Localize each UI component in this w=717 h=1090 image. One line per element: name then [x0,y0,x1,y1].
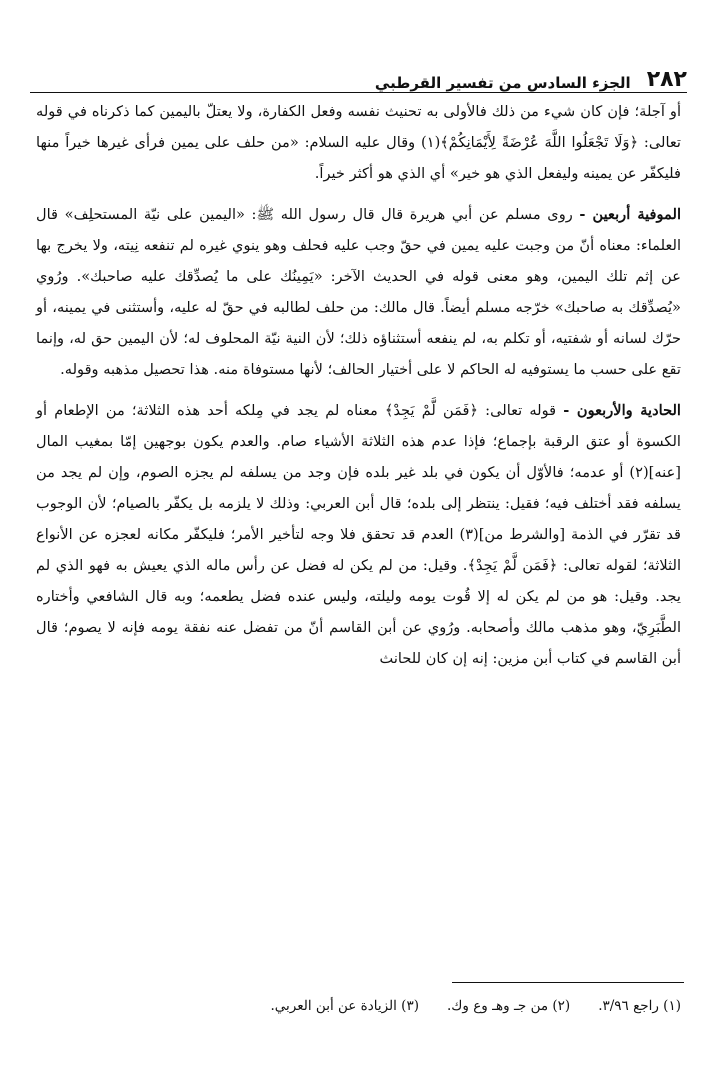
body-text [36,96,681,684]
paragraph-2 [36,199,681,385]
paragraph-text: قوله تعالى: ﴿فَمَن لَّمْ يَجِدْ﴾ معناه لم يجد في مِلكه أحد هذه الثلاثة؛ من الإطعام أو الكسوة أو عتق الرقبة بإجماع؛ فإذا عدم هذه الثلاثة الأشياء صام. والعدم يكون بوجهين إمّا بمغيب المال [عنه](٢) أو عدمه؛ فالأوّل أن يكون في بلد غير بلده فإن وجد من يسلفه لم يجزه الصوم، وإن لم يجد من يسلفه فقد أختلف فيه؛ فقيل: ينتظر إلى بلده؛ قال أبن العربي: وذلك لا يلزمه بل يكفّر بالصيام؛ لأن الوجوب قد تقرّر في الذمة [والشرط من](٣) العدم قد تحقق فلا وجه لتأخير الأمر؛ فليكفّر مكانه لعجزه عن الأنواع الثلاثة؛ لقوله تعالى: ﴿فَمَن لَّمْ يَجِدْ﴾. وقيل: من لم يكن له فضل عن رأس ماله الذي يعيش به فهو الذي لم يجد. وقيل: هو من لم يكن له إلا قُوت يومه وليلته، وليس عنده فضل يطعمه؛ وبه قال الشافعي وأختاره الطَّبَرِيّ، وهو مذهب مالك وأصحابه. ورُوي عن أبن القاسم أنّ من تفضل عنه نفقة يومه فإنه لا يصوم؛ قال أبن القاسم في كتاب أبن مزين: إنه إن كان للحانث [36,402,681,667]
footnotes [36,998,681,1014]
running-title: الجزء السادس من تفسير القرطبي [374,74,631,92]
paragraph-heading: الحادية والأربعون - [563,402,681,419]
header-rule [30,92,687,93]
paragraph-text: أو آجلة؛ فإن كان شيء من ذلك فالأولى به تحنيث نفسه وفعل الكفارة، ولا يعتلّ باليمين كما ذكرناه في قوله تعالى: ﴿وَلَا تَجْعَلُوا اللَّهَ عُرْضَةً لِأَيْمَانِكُمْ﴾(١) وقال عليه السلام: «من حلف على يمين فرأى غيرها خيراً منها فليكفّر عن يمينه وليفعل الذي هو خير» أي الذي هو أكثر خيراً. [36,103,681,182]
footnote-2: (٢) من جـ وهـ وع وك. [447,998,571,1014]
paragraph-3 [36,395,681,674]
page-header [30,58,687,92]
footnote-3: (٣) الزيادة عن أبن العربي. [270,998,419,1014]
page-number: ٢٨٢ [646,67,687,92]
footnote-rule [452,982,684,983]
footnote-1: (١) راجع ٣/٩٦. [598,998,681,1014]
paragraph-heading: الموفية أربعين - [579,206,681,223]
paragraph-text: روى مسلم عن أبي هريرة قال قال رسول الله ﷺ: «اليمين على نيّة المستحلِف» قال العلماء: معناه أنّ من وجبت عليه يمين في حقّ وجب عليه فحلف وهو ينوي غيره لم تنفعه نِيته، ولا يخرج بها عن إثم تلك اليمين، وهو معنى قوله في الحديث الآخر: «يَمِينُك على ما يُصدِّقك عليه صاحبك». ورُوي «يُصدِّقك به صاحبك» خرّجه مسلم أيضاً. قال مالك: من حلف لطالبه في حقّ له عليه، وأستثنى في يمينه، أو حرّك لسانه أو شفتيه، أو تكلم به، لم ينفعه أستثناؤه ذلك؛ لأن النية نيّة المحلوف له؛ لأن اليمين حق له، وإنما تقع على حسب ما يستوفيه له الحاكم لا على أختيار الحالف؛ لأنها مستوفاة منه. هذا تحصيل مذهبه وقوله. [36,206,681,378]
paragraph-1 [36,96,681,189]
